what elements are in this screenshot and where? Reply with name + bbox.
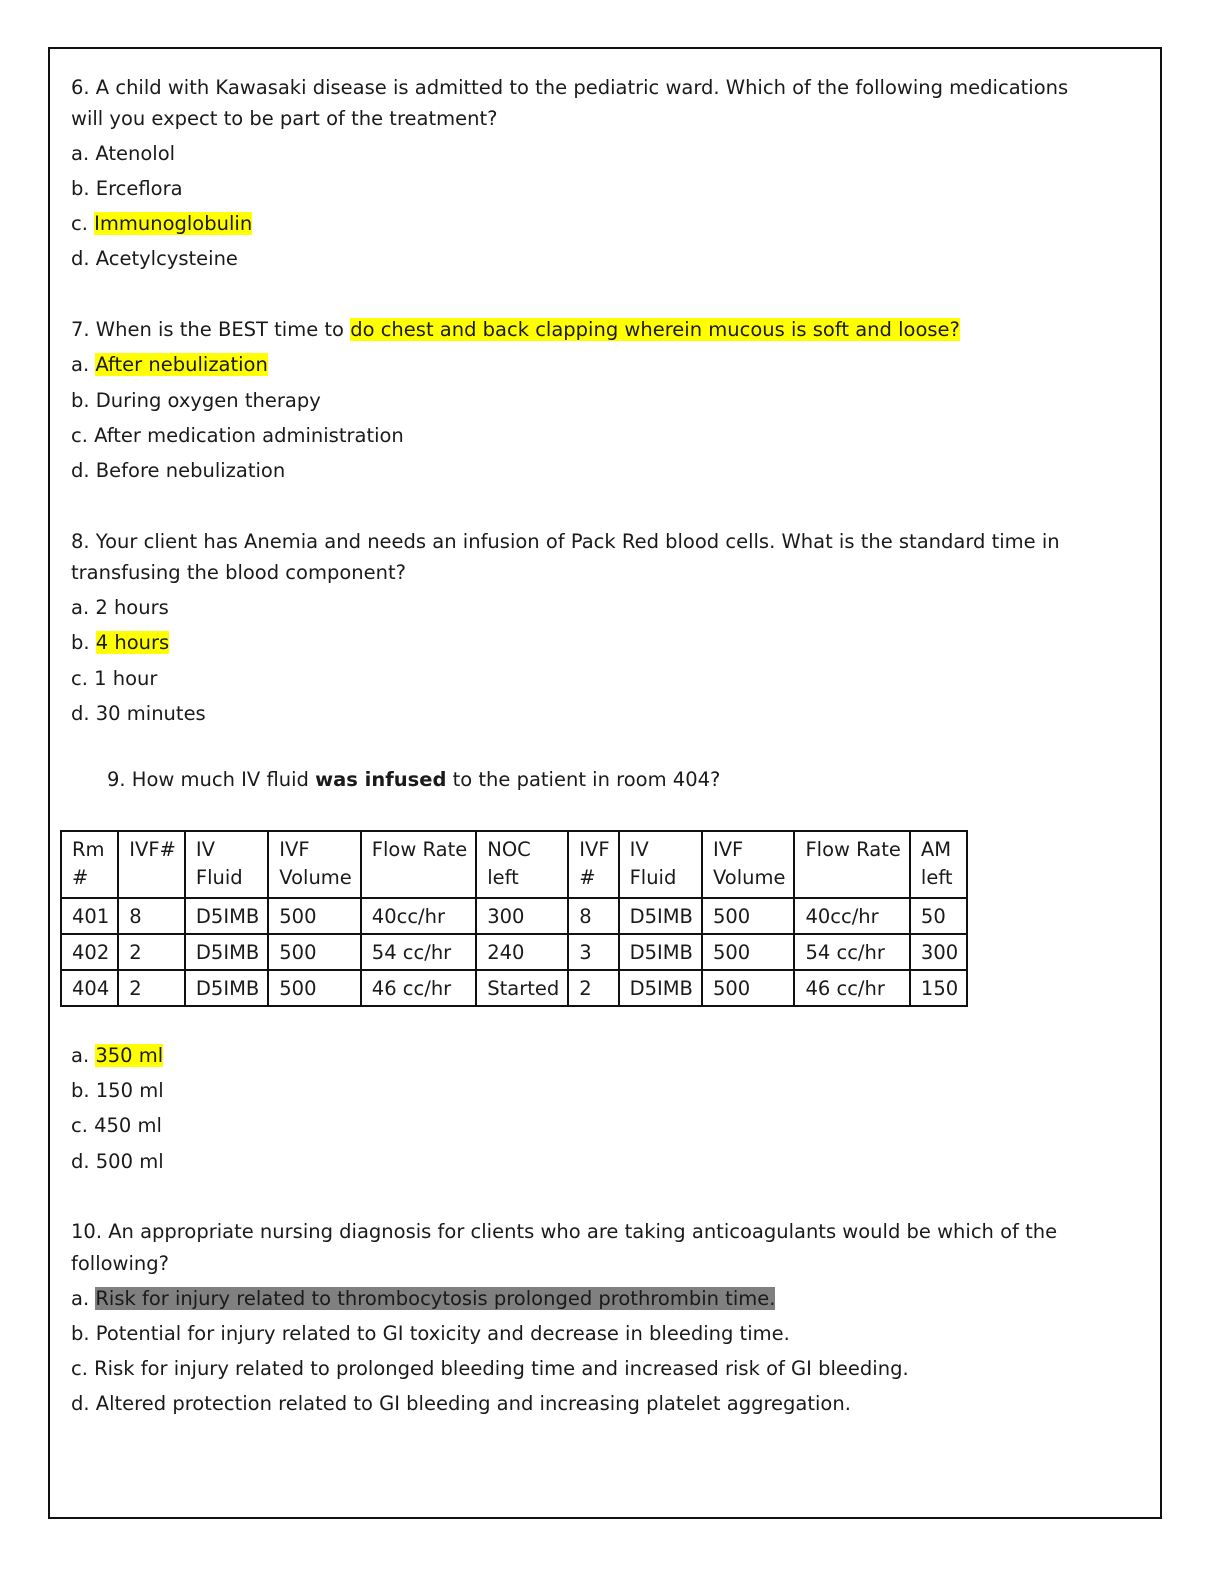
table-cell: 402 [61,934,118,970]
q6-option-a: a. Atenolol [71,142,176,165]
q6-option-c [71,212,252,236]
header-cell: IVF# [118,831,185,898]
table-cell: 8 [118,898,185,934]
q8-stem-line1: 8. Your client has Anemia and needs an infusion of Pack Red blood cells. What is the standard time in [71,530,1060,553]
header-cell: Flow Rate [361,831,476,898]
table-cell: 46 cc/hr [361,970,476,1006]
q9-option-d: d. 500 ml [71,1150,164,1173]
table-cell: Started [476,970,568,1006]
q9-stem-text: 9. How much IV fluid [107,768,316,791]
q9-option-c: c. 450 ml [71,1114,162,1137]
table-cell: D5IMB [185,934,268,970]
q10-option-b: b. Potential for injury related to GI toxicity and decrease in bleeding time. [71,1322,790,1345]
q9-stem [107,768,720,792]
q7-option-d: d. Before nebulization [71,459,286,482]
q6-stem-line1: 6. A child with Kawasaki disease is admitted to the pediatric ward. Which of the following medications [71,76,1069,99]
q9-highlighted-answer: 350 ml [95,1044,164,1067]
q10-highlighted-answer: Risk for injury related to thrombocytosis prolonged prothrombin time. [95,1287,776,1310]
table-cell: 2 [568,970,618,1006]
q6-option-b: b. Erceflora [71,177,183,200]
q6-highlighted-answer: Immunoglobulin [94,212,253,235]
option-prefix: a. [71,353,96,376]
header-cell: NOC left [476,831,568,898]
header-cell: IVF Volume [702,831,795,898]
q7-stem-highlight: do chest and back clapping wherein mucous is soft and loose? [350,318,960,341]
table-cell: 500 [702,934,795,970]
q6-stem-line2: will you expect to be part of the treatment? [71,107,498,130]
table-cell: D5IMB [619,934,702,970]
header-cell: IV Fluid [619,831,702,898]
table-row [61,970,967,1006]
table-cell: 500 [268,898,361,934]
table-cell: 500 [702,970,795,1006]
table-cell: 2 [118,970,185,1006]
q7-option-b: b. During oxygen therapy [71,389,321,412]
q8-option-a: a. 2 hours [71,596,169,619]
table-cell: 150 [910,970,967,1006]
table-cell: 401 [61,898,118,934]
q10-option-d: d. Altered protection related to GI bleeding and increasing platelet aggregation. [71,1392,851,1415]
ivf-table [60,830,968,1007]
table-header-row [61,831,967,898]
q10-option-c: c. Risk for injury related to prolonged bleeding time and increased risk of GI bleeding. [71,1357,909,1380]
q9-stem-suffix: to the patient in room 404? [446,768,721,791]
table-cell: 40cc/hr [361,898,476,934]
table-cell: 50 [910,898,967,934]
table-cell: 54 cc/hr [361,934,476,970]
q8-option-d: d. 30 minutes [71,702,206,725]
option-prefix: a. [71,1044,96,1067]
header-cell: AM left [910,831,967,898]
q7-highlighted-answer: After nebulization [95,353,268,376]
header-cell: IVF Volume [268,831,361,898]
table-cell: D5IMB [185,898,268,934]
table-cell: 500 [268,934,361,970]
table-cell: 54 cc/hr [794,934,909,970]
table-cell: D5IMB [619,898,702,934]
header-cell: Flow Rate [794,831,909,898]
table-cell: 46 cc/hr [794,970,909,1006]
header-cell: IV Fluid [185,831,268,898]
header-cell: Rm # [61,831,118,898]
q6-option-d: d. Acetylcysteine [71,247,238,270]
table-cell: 3 [568,934,618,970]
option-prefix: c. [71,212,95,235]
q7-option-c: c. After medication administration [71,424,404,447]
option-prefix: b. [71,631,96,654]
q9-option-a [71,1044,163,1068]
table-cell: 240 [476,934,568,970]
q10-stem-line1: 10. An appropriate nursing diagnosis for clients who are taking anticoagulants would be which of the [71,1220,1058,1243]
q9-stem-bold: was infused [315,768,447,791]
q9-option-b: b. 150 ml [71,1079,164,1102]
table-cell: 500 [268,970,361,1006]
table-row [61,934,967,970]
table-cell: 40cc/hr [794,898,909,934]
table-cell: D5IMB [619,970,702,1006]
q10-stem-line2: following? [71,1252,170,1275]
q8-option-b [71,631,169,655]
q8-highlighted-answer: 4 hours [95,631,170,654]
q7-stem-text: 7. When is the BEST time to [71,318,351,341]
table-cell: 300 [910,934,967,970]
q8-option-c: c. 1 hour [71,667,158,690]
table-cell: 2 [118,934,185,970]
table-cell: 300 [476,898,568,934]
option-prefix: a. [71,1287,96,1310]
q7-stem [71,318,960,342]
q8-stem-line2: transfusing the blood component? [71,561,406,584]
header-cell: IVF # [568,831,618,898]
table-cell: D5IMB [185,970,268,1006]
table-cell: 500 [702,898,795,934]
table-row [61,898,967,934]
q7-option-a [71,353,268,377]
table-cell: 404 [61,970,118,1006]
table-cell: 8 [568,898,618,934]
q10-option-a [71,1287,775,1311]
